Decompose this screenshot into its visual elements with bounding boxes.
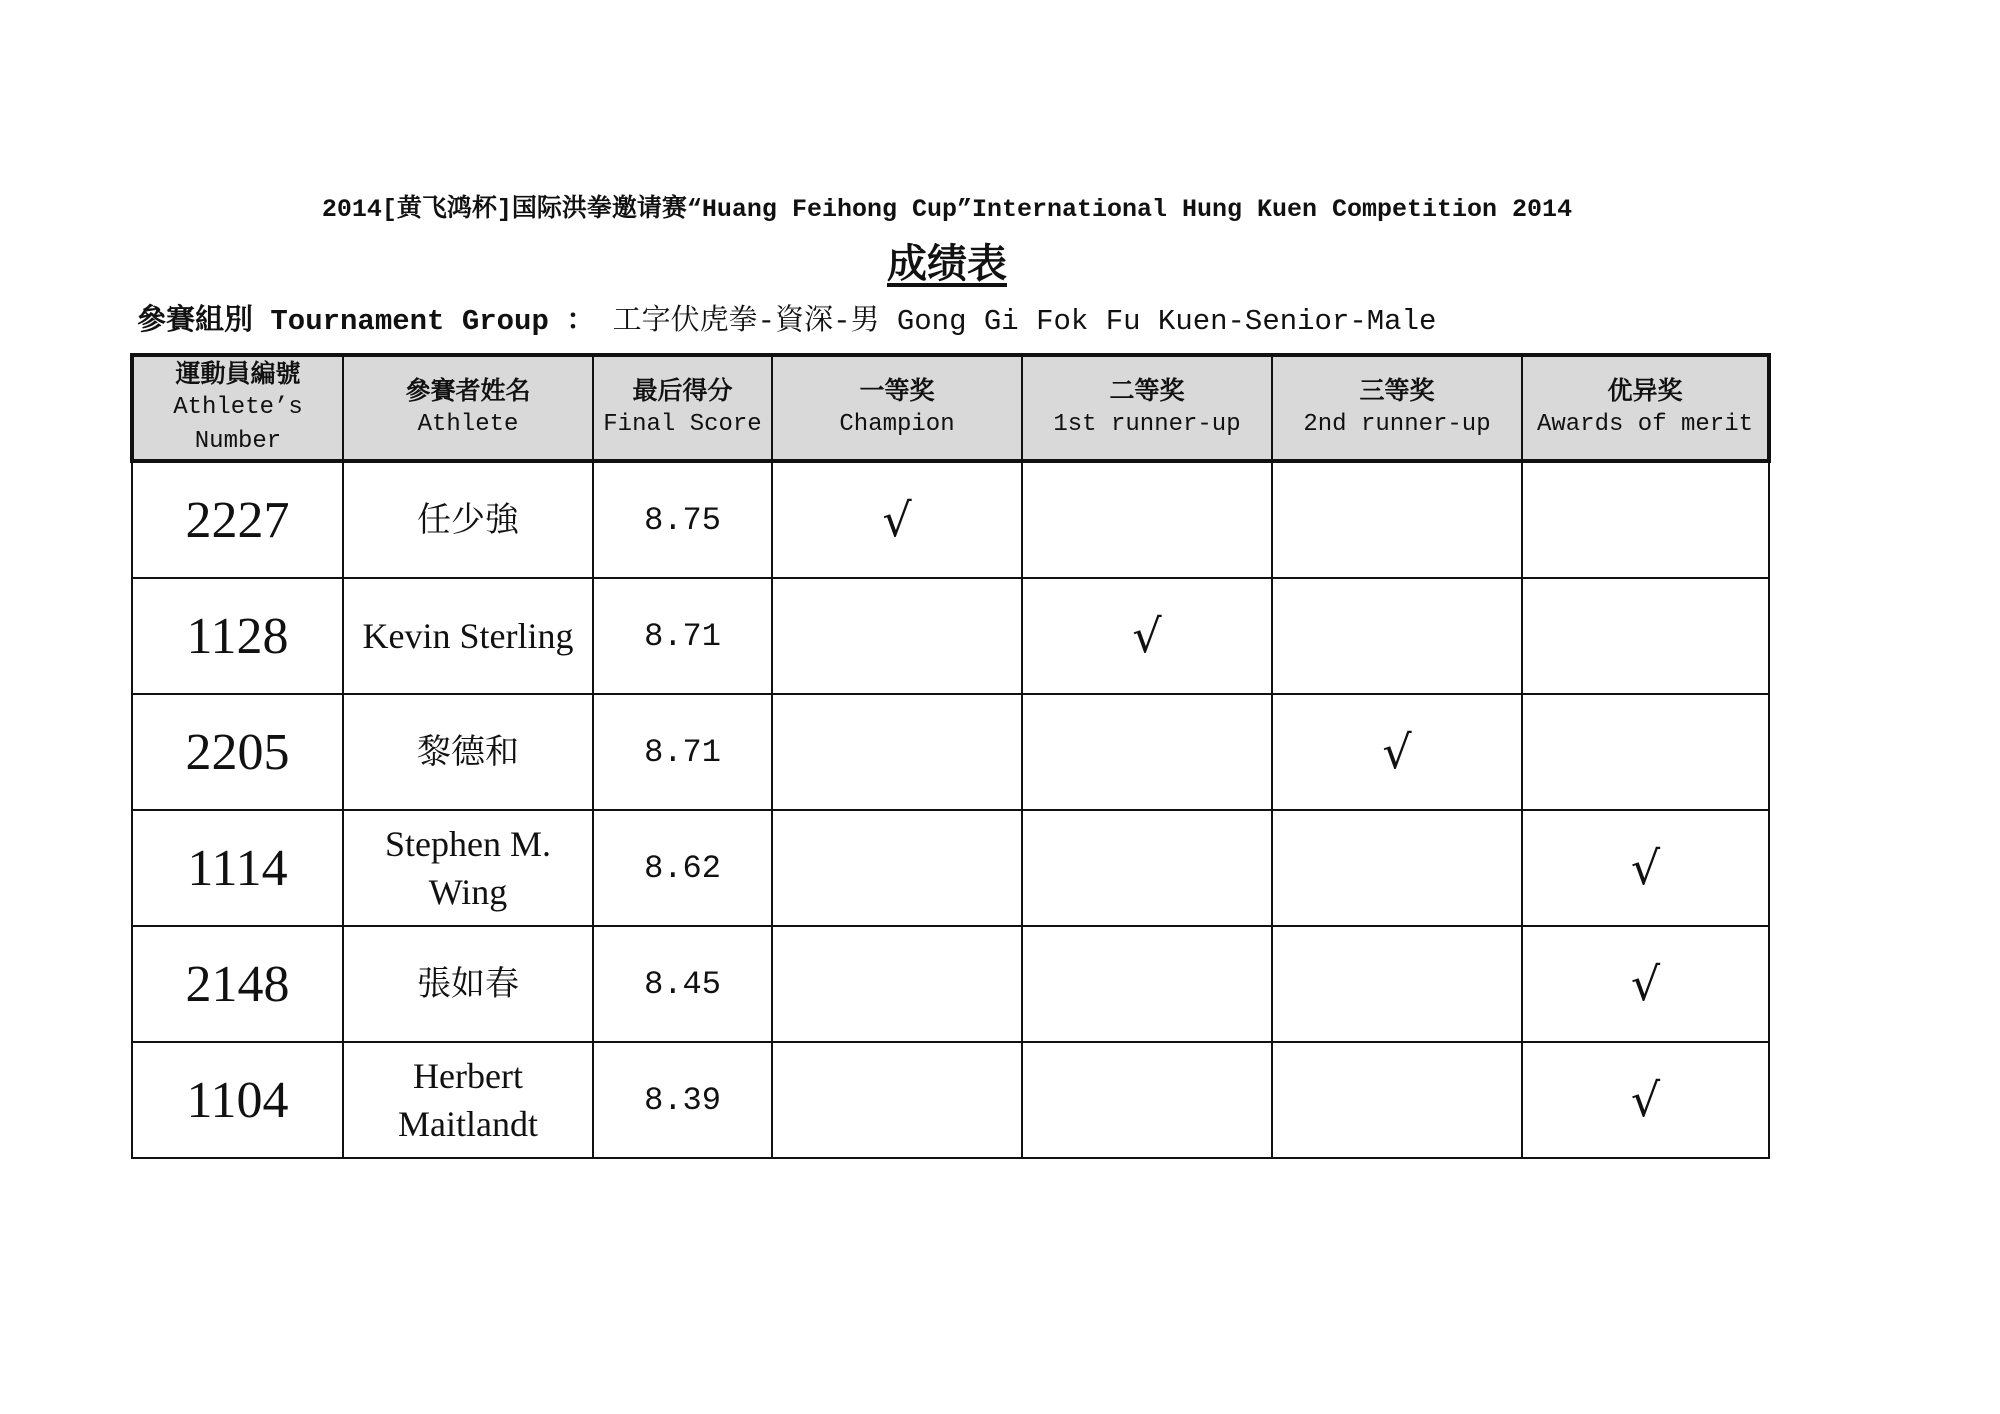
second-runner-up-cell (1272, 694, 1522, 810)
final-score-cell: 8.45 (593, 926, 772, 1042)
header-champion (772, 355, 1022, 461)
results-table (130, 353, 1771, 1159)
champion-cell (772, 810, 1022, 926)
final-score-cell: 8.39 (593, 1042, 772, 1158)
tournament-group-value: 工字伏虎拳-資深-男 Gong Gi Fok Fu Kuen-Senior-Male (612, 305, 1437, 338)
header-zh: 三等奖 (1359, 376, 1435, 405)
final-score-cell: 8.62 (593, 810, 772, 926)
header-zh: 運動員編號 (175, 359, 301, 388)
header-zh: 最后得分 (632, 376, 733, 405)
second-runner-up-cell (1272, 1042, 1522, 1158)
table-row (132, 578, 1769, 694)
athlete-number-cell: 2205 (132, 694, 343, 810)
merit-cell (1522, 461, 1769, 578)
champion-cell (772, 1042, 1022, 1158)
athlete-name-cell: Kevin Sterling (343, 578, 593, 694)
table-row (132, 694, 1769, 810)
first-runner-up-cell (1022, 694, 1272, 810)
header-zh: 參賽者姓名 (405, 376, 531, 405)
athlete-number-cell: 1114 (132, 810, 343, 926)
competition-title: 2014[黄飞鸿杯]国际洪拳邀请赛“Huang Feihong Cup”International Hung Kuen Competition 2014 (321, 195, 1573, 224)
champion-cell (772, 578, 1022, 694)
athlete-name-cell: 張如春 (343, 926, 593, 1042)
second-runner-up-cell (1272, 578, 1522, 694)
tournament-group (137, 297, 1436, 338)
results-sheet-heading: 成绩表 (887, 241, 1007, 287)
athlete-number-cell: 2148 (132, 926, 343, 1042)
merit-cell (1522, 926, 1769, 1042)
header-awards-of-merit (1522, 355, 1769, 461)
final-score-cell: 8.71 (593, 578, 772, 694)
first-runner-up-cell (1022, 810, 1272, 926)
header-en: Champion (839, 411, 955, 438)
header-en: 2nd runner-up (1303, 411, 1491, 438)
check-mark: √ (1630, 1073, 1661, 1127)
merit-cell (1522, 694, 1769, 810)
header-zh: 一等奖 (859, 376, 935, 405)
header-en: Final Score (603, 411, 762, 438)
athlete-number-cell: 1128 (132, 578, 343, 694)
header-final-score (593, 355, 772, 461)
champion-cell (772, 926, 1022, 1042)
second-runner-up-cell (1272, 810, 1522, 926)
check-mark: √ (1382, 725, 1412, 779)
merit-cell (1522, 578, 1769, 694)
header-zh: 优异奖 (1607, 376, 1683, 405)
final-score-cell: 8.75 (593, 461, 772, 578)
check-mark: √ (882, 493, 912, 547)
second-runner-up-cell (1272, 461, 1522, 578)
check-mark: √ (1630, 957, 1661, 1011)
header-en: Athlete (417, 411, 519, 438)
header-en: Awards of merit (1536, 411, 1754, 438)
final-score-cell: 8.71 (593, 694, 772, 810)
merit-cell (1522, 810, 1769, 926)
table-row (132, 926, 1769, 1042)
athlete-name-cell: 任少強 (343, 461, 593, 578)
header-athlete-number (132, 355, 343, 461)
header-athlete (343, 355, 593, 461)
header-second-runner-up (1272, 355, 1522, 461)
check-mark: √ (1630, 841, 1661, 895)
table-row (132, 1042, 1769, 1158)
champion-cell (772, 694, 1022, 810)
first-runner-up-cell (1022, 1042, 1272, 1158)
first-runner-up-cell (1022, 578, 1272, 694)
second-runner-up-cell (1272, 926, 1522, 1042)
athlete-name-cell: Herbert Maitlandt (343, 1042, 593, 1158)
champion-cell (772, 461, 1022, 578)
header-zh: 二等奖 (1109, 376, 1185, 405)
first-runner-up-cell (1022, 461, 1272, 578)
tournament-group-label: 參賽組別 Tournament Group ： (137, 305, 596, 338)
check-mark: √ (1132, 609, 1162, 663)
merit-cell (1522, 1042, 1769, 1158)
athlete-number-cell: 2227 (132, 461, 343, 578)
athlete-name-cell: 黎德和 (343, 694, 593, 810)
athlete-name-cell: Stephen M. Wing (343, 810, 593, 926)
first-runner-up-cell (1022, 926, 1272, 1042)
header-en: Athlete’s Number (173, 394, 303, 455)
athlete-number-cell: 1104 (132, 1042, 343, 1158)
table-row (132, 810, 1769, 926)
header-row (132, 355, 1769, 461)
header-en: 1st runner-up (1053, 411, 1241, 438)
table-row (132, 461, 1769, 578)
header-first-runner-up (1022, 355, 1272, 461)
